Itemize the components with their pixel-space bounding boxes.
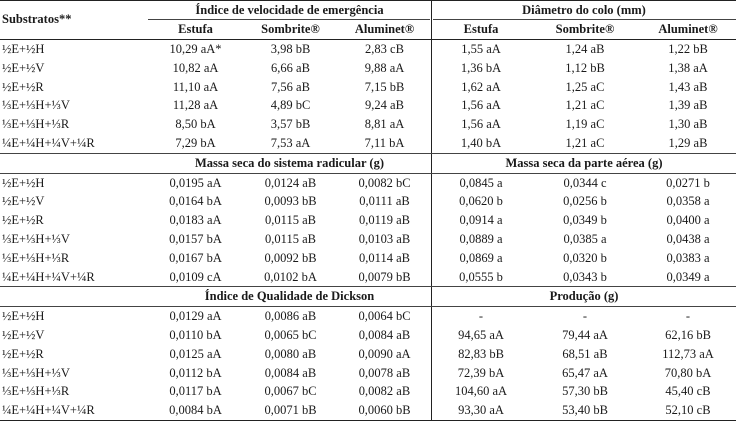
cell: 6,66 aB	[271, 60, 310, 75]
cell: 45,40 cB	[665, 384, 711, 399]
cell: 68,51 aB	[562, 346, 608, 361]
cell: -	[582, 309, 588, 324]
cell: 7,53 aA	[270, 135, 311, 150]
cell: 0,0358 a	[666, 194, 710, 209]
cell: 1,40 bA	[460, 135, 502, 150]
section-title-row	[0, 287, 736, 307]
cell: 0,0065 bC	[264, 327, 317, 342]
row-label: ¼E+¼H+¼V+¼R	[2, 135, 95, 150]
cell: 112,73 aA	[662, 346, 714, 361]
table-row	[0, 401, 736, 421]
cell: 1,62 aA	[461, 79, 501, 94]
header-row-columns	[0, 20, 736, 40]
col-estufa-right: Estufa	[463, 22, 499, 36]
cell: 1,55 aA	[461, 42, 501, 56]
cell: 0,0125 aA	[169, 346, 222, 361]
cell: 0,0845 a	[459, 175, 503, 190]
section-dickson-production	[0, 287, 736, 421]
row-label: ½E+½V	[2, 194, 45, 209]
cell: 52,10 cB	[665, 403, 711, 418]
cell: 1,38 aA	[668, 60, 708, 75]
section-title-root-mass: Massa seca do sistema radicular (g)	[195, 155, 384, 170]
col-sombrite-right: Sombrite®	[555, 22, 615, 36]
cell: 0,0555 b	[459, 269, 503, 284]
row-label: ½E+½R	[2, 213, 44, 228]
cell: 0,0195 aA	[169, 175, 222, 190]
cell: 1,21 aC	[565, 135, 605, 150]
cell: 7,29 bA	[175, 135, 216, 150]
section-title-dickson: Índice de Qualidade de Dickson	[204, 289, 375, 304]
cell: 0,0114 aB	[359, 250, 410, 265]
cell: 0,0119 aB	[359, 213, 410, 228]
row-label: ½E+½V	[2, 327, 45, 342]
cell: 0,0082 bC	[358, 175, 411, 190]
cell: 0,0092 bB	[264, 250, 317, 265]
cell: 57,30 bB	[562, 384, 608, 399]
cell: 0,0129 aA	[169, 309, 222, 324]
cell: 0,0256 b	[563, 194, 607, 209]
cell: 1,19 aC	[565, 117, 605, 132]
table-row	[0, 307, 736, 326]
cell: 0,0889 a	[459, 231, 503, 246]
cell: 7,15 bB	[364, 79, 405, 94]
cell: 93,30 aA	[458, 403, 504, 418]
section-title-shoot-mass: Massa seca da parte aérea (g)	[505, 155, 663, 170]
cell: 0,0084 bA	[169, 403, 222, 418]
cell: 0,0157 bA	[169, 231, 222, 246]
cell: 0,0086 aB	[264, 309, 317, 324]
col-aluminet-left: Aluminet®	[354, 22, 415, 36]
cell: 0,0079 bB	[358, 269, 411, 284]
col-sombrite-left: Sombrite®	[261, 22, 320, 36]
cell: 9,88 aA	[364, 60, 405, 75]
row-label: ⅓E+⅓H+⅓R	[2, 117, 70, 132]
cell: 0,0183 aA	[169, 213, 222, 228]
col-estufa-left: Estufa	[178, 22, 213, 36]
cell: 1,12 bB	[565, 60, 605, 75]
cell: 0,0869 a	[459, 250, 503, 265]
cell: 0,0078 aB	[358, 365, 411, 380]
cell: 0,0115 aB	[265, 231, 316, 246]
cell: 9,24 aB	[365, 98, 404, 113]
cell: 0,0102 bA	[264, 269, 317, 284]
row-label: ¼E+¼H+¼V+¼R	[2, 403, 95, 418]
cell: 104,60 aA	[454, 384, 508, 399]
row-label: ⅓E+⅓H+⅓R	[2, 250, 70, 265]
row-label: ½E+½H	[2, 175, 45, 190]
cell: 1,36 bA	[460, 60, 502, 75]
row-label: ½E+½H	[2, 309, 45, 324]
cell: 11,10 aA	[172, 79, 219, 94]
cell: 7,56 aB	[271, 79, 310, 94]
cell: 0,0109 cA	[169, 269, 222, 284]
substratos-header: Substratos**	[2, 12, 72, 26]
cell: 0,0620 b	[459, 194, 503, 209]
section-dry-mass	[0, 154, 736, 288]
cell: 0,0111 aB	[359, 194, 410, 209]
cell: 70,80 bA	[664, 365, 712, 380]
cell: 0,0084 aB	[264, 365, 317, 380]
cell: 11,28 aA	[172, 98, 219, 113]
section-emergence-diameter	[0, 40, 736, 154]
row-label: ½E+½H	[2, 42, 45, 56]
cell: 1,39 aB	[668, 98, 708, 113]
cell: 8,81 aA	[364, 117, 405, 132]
cell: 0,0117 bA	[169, 384, 222, 399]
row-label: ½E+½V	[2, 60, 45, 75]
table-row	[0, 382, 736, 401]
cell: 65,47 aA	[562, 365, 608, 380]
row-label: ⅓E+⅓H+⅓V	[2, 98, 70, 113]
row-label: ⅓E+⅓H+⅓V	[2, 231, 70, 246]
table-row	[0, 192, 736, 211]
row-label: ½E+½R	[2, 346, 44, 361]
cell: 10,82 aA	[172, 60, 219, 75]
table-row	[0, 345, 736, 364]
cell: 0,0090 aA	[358, 346, 411, 361]
table-row	[0, 134, 736, 154]
cell: 62,16 bB	[665, 327, 711, 342]
cell: 3,57 bB	[270, 117, 311, 132]
cell: 0,0164 bA	[169, 194, 222, 209]
cell: 0,0112 bA	[169, 365, 222, 380]
table-row	[0, 230, 736, 249]
cell: 1,56 aA	[461, 117, 501, 132]
cell: 0,0064 bC	[358, 309, 411, 324]
cell: 0,0349 b	[563, 213, 607, 228]
group-title-diameter: Diâmetro do colo (mm)	[522, 3, 646, 17]
cell: 72,39 bA	[457, 365, 505, 380]
col-aluminet-right: Aluminet®	[658, 22, 718, 36]
table-row	[0, 211, 736, 230]
group-title-emergence: Índice de velocidade de emergência	[195, 3, 384, 17]
cell: 1,56 aA	[461, 98, 501, 113]
row-label: ½E+½R	[2, 79, 44, 94]
cell: 82,83 bB	[458, 346, 504, 361]
cell: 8,50 bA	[175, 117, 216, 132]
cell: 0,0400 a	[666, 213, 710, 228]
cell: 10,29 aA*	[169, 42, 222, 56]
row-label: ⅓E+⅓H+⅓R	[2, 384, 70, 399]
row-label: ⅓E+⅓H+⅓V	[2, 365, 70, 380]
cell: 0,0084 aB	[358, 327, 411, 342]
cell: 0,0383 a	[666, 250, 710, 265]
section-title-row	[0, 154, 736, 174]
section-title-production: Produção (g)	[549, 289, 619, 304]
row-label: ¼E+¼H+¼V+¼R	[2, 269, 95, 284]
table-row	[0, 96, 736, 115]
cell: 0,0385 a	[563, 231, 607, 246]
table-row	[0, 115, 736, 134]
cell: 1,30 aB	[668, 117, 708, 132]
table-row	[0, 59, 736, 78]
table-row	[0, 326, 736, 345]
cell: 0,0343 b	[563, 269, 607, 284]
table-row	[0, 268, 736, 288]
cell: 1,43 aB	[668, 79, 708, 94]
cell: 1,24 aB	[565, 42, 605, 56]
cell: 0,0124 aB	[264, 175, 317, 190]
cell: 0,0271 b	[666, 175, 710, 190]
cell: 1,25 aC	[565, 79, 605, 94]
cell: 0,0103 aB	[358, 231, 411, 246]
cell: 7,11 bA	[364, 135, 405, 150]
cell: 0,0060 bB	[358, 403, 411, 418]
table-row	[0, 249, 736, 268]
cell: 3,98 bB	[270, 42, 311, 56]
cell: 0,0349 a	[666, 269, 710, 284]
cell: 0,0082 aB	[358, 384, 411, 399]
cell: 0,0067 bC	[264, 384, 317, 399]
cell: 0,0080 aB	[264, 346, 317, 361]
cell: 94,65 aA	[458, 327, 504, 342]
table-row	[0, 364, 736, 383]
cell: -	[685, 309, 691, 324]
cell: 1,21 aC	[565, 98, 605, 113]
table-row	[0, 78, 736, 97]
cell: 53,40 bB	[562, 403, 608, 418]
cell: 0,0344 c	[563, 175, 607, 190]
cell: 0,0071 bB	[264, 403, 317, 418]
table-row	[0, 174, 736, 193]
cell: 0,0320 b	[563, 250, 607, 265]
cell: 0,0914 a	[459, 213, 503, 228]
cell: 2,83 cB	[365, 42, 404, 56]
cell: 0,0167 bA	[169, 250, 222, 265]
header-row-groups	[0, 0, 736, 26]
cell: 0,0110 bA	[169, 327, 222, 342]
cell: 0,0115 aB	[265, 213, 316, 228]
cell: 0,0438 a	[666, 231, 710, 246]
table-row	[0, 40, 736, 59]
cell: 1,29 aB	[668, 135, 708, 150]
cell: -	[478, 309, 484, 324]
cell: 1,22 bB	[668, 42, 708, 56]
cell: 4,89 bC	[270, 98, 311, 113]
cell: 79,44 aA	[562, 327, 608, 342]
cell: 0,0093 bB	[264, 194, 317, 209]
